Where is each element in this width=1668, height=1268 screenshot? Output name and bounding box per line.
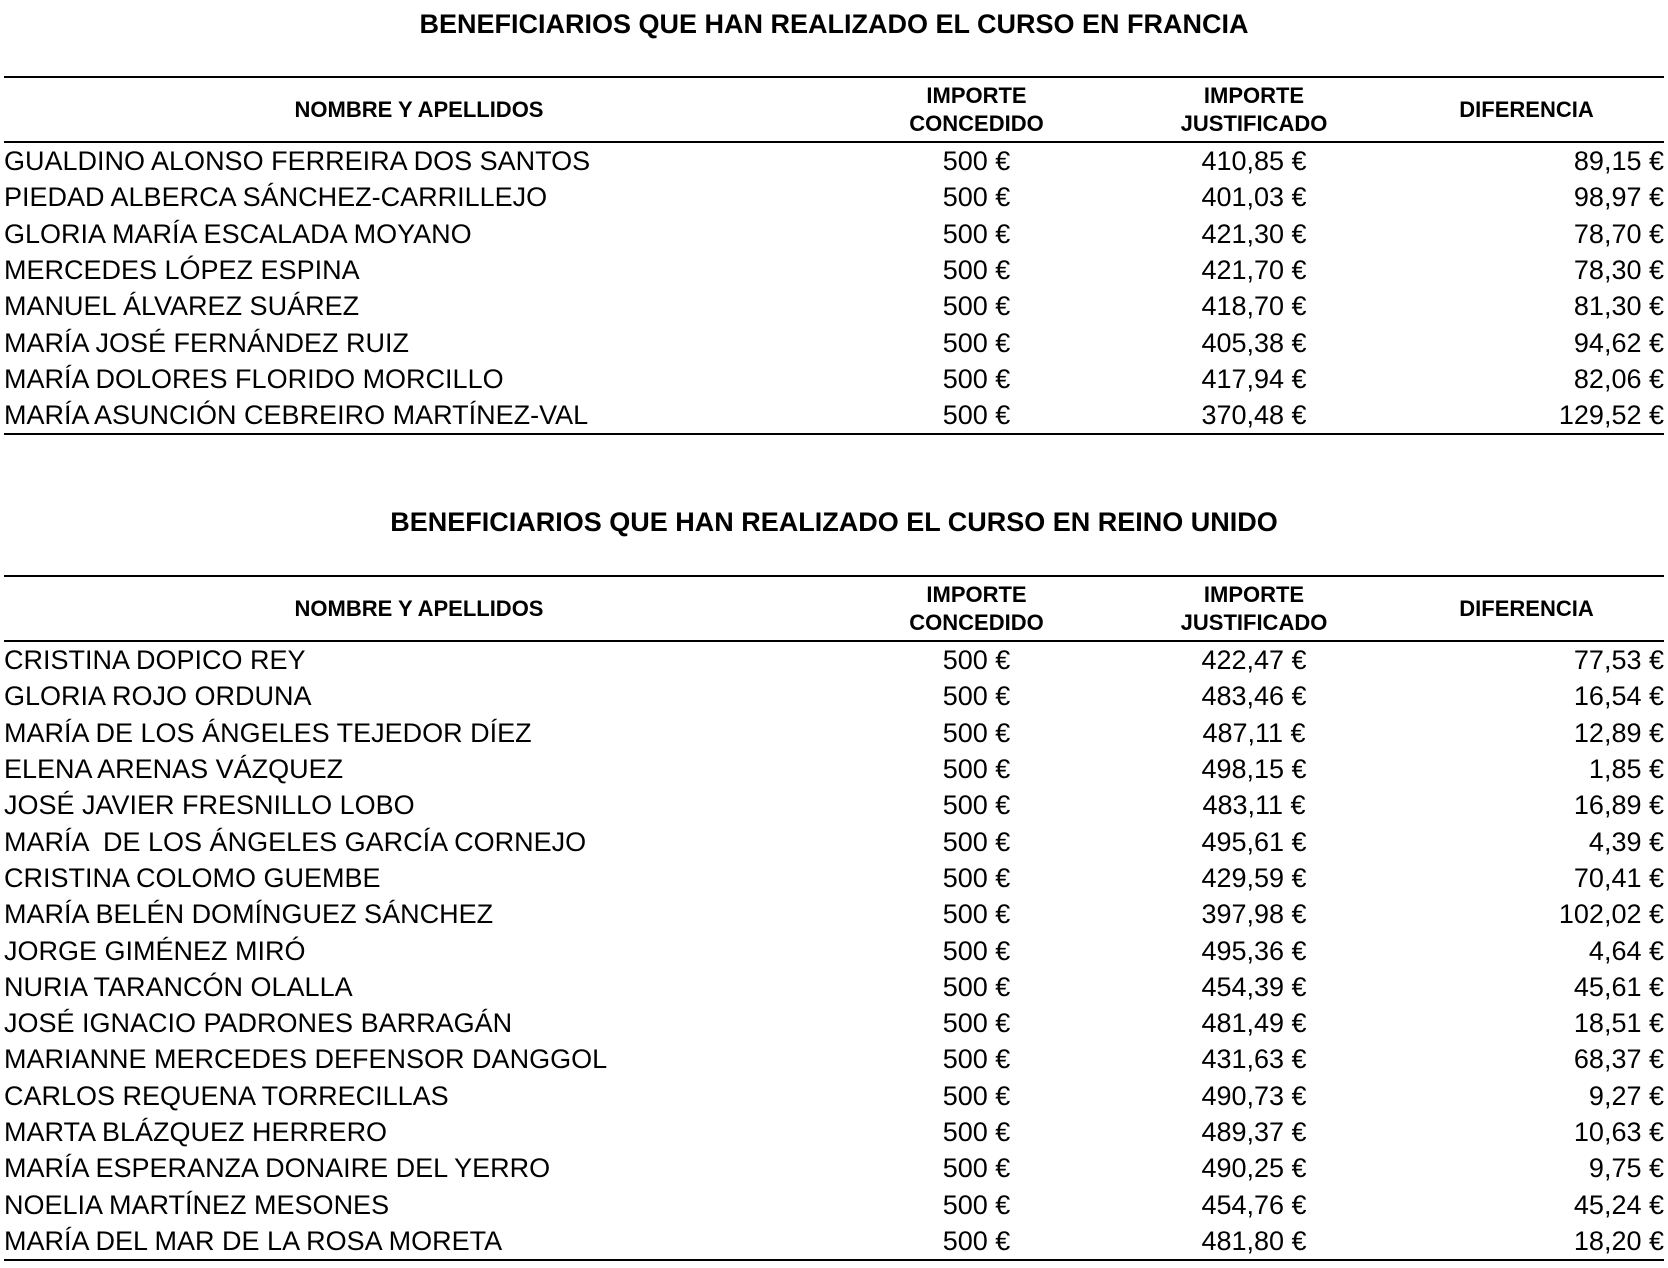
cell-diferencia: 94,62 € (1573, 327, 1664, 358)
cell-importe-concedido: 500 € (942, 255, 1011, 286)
cell-importe-justificado: 483,11 € (1202, 790, 1306, 821)
cell-nombre: MARÍA DOLORES FLORIDO MORCILLO (4, 363, 504, 394)
cell-importe-concedido: 500 € (942, 363, 1011, 394)
cell-diferencia: 9,27 € (1588, 1080, 1664, 1111)
cell-nombre: GLORIA MARÍA ESCALADA MOYANO (4, 218, 472, 249)
cell-diferencia: 45,61 € (1573, 971, 1664, 1002)
cell-nombre: PIEDAD ALBERCA SÁNCHEZ-CARRILLEJO (4, 182, 548, 213)
cell-nombre: NOELIA MARTÍNEZ MESONES (4, 1189, 390, 1220)
cell-diferencia: 78,30 € (1573, 255, 1664, 286)
cell-importe-justificado: 422,47 € (1201, 645, 1307, 676)
header-nombre: NOMBRE Y APELLIDOS (4, 576, 834, 641)
header-diferencia: DIFERENCIA (1389, 576, 1664, 641)
header-concedido-line2: CONCEDIDO (909, 110, 1044, 136)
cell-importe-justificado: 431,63 € (1201, 1044, 1307, 1075)
header-importe-justificado (1119, 576, 1389, 641)
cell-importe-justificado: 397,98 € (1201, 899, 1307, 930)
cell-importe-concedido: 500 € (834, 1223, 1119, 1260)
cell-importe-concedido: 500 € (834, 397, 1119, 434)
cell-diferencia: 78,70 € (1573, 218, 1664, 249)
header-justificado-line1: IMPORTE (1203, 581, 1305, 607)
table-francia (4, 76, 1664, 435)
cell-importe-concedido: 500 € (942, 218, 1011, 249)
cell-nombre: MARÍA JOSÉ FERNÁNDEZ RUIZ (4, 327, 410, 358)
cell-diferencia: 9,75 € (1588, 1153, 1664, 1184)
cell-importe-justificado: 489,37 € (1201, 1117, 1307, 1147)
cell-diferencia: 10,63 € (1573, 1117, 1664, 1147)
cell-importe-justificado: 421,30 € (1201, 218, 1307, 249)
cell-importe-concedido: 500 € (942, 899, 1011, 930)
table-row (4, 142, 1664, 179)
header-justificado-line2: JUSTIFICADO (1180, 110, 1328, 136)
header-diferencia: DIFERENCIA (1389, 77, 1664, 142)
section-title-reino-unido: BENEFICIARIOS QUE HAN REALIZADO EL CURSO EN REINO UNIDO (390, 507, 1278, 537)
cell-importe-concedido: 500 € (942, 645, 1011, 676)
cell-importe-concedido: 500 € (942, 1080, 1011, 1111)
cell-importe-justificado: 481,49 € (1201, 1008, 1307, 1039)
cell-importe-justificado: 483,46 € (1201, 681, 1307, 712)
cell-diferencia: 16,54 € (1573, 681, 1664, 712)
cell-importe-justificado: 410,85 € (1201, 146, 1307, 177)
cell-nombre: JOSÉ JAVIER FRESNILLO LOBO (4, 790, 415, 821)
cell-importe-justificado: 418,70 € (1201, 291, 1307, 322)
table-row (4, 1150, 1664, 1186)
table-row (4, 715, 1664, 751)
cell-nombre: MARÍA ESPERANZA DONAIRE DEL YERRO (4, 1153, 551, 1184)
cell-importe-concedido: 500 € (942, 182, 1011, 213)
header-importe-concedido (834, 77, 1119, 142)
table-row (4, 397, 1664, 434)
table-row (4, 896, 1664, 932)
cell-importe-concedido: 500 € (942, 146, 1011, 177)
table-row (4, 969, 1664, 1005)
cell-importe-concedido: 500 € (942, 935, 1011, 966)
table-row (4, 1114, 1664, 1150)
cell-diferencia: 70,41 € (1573, 862, 1664, 893)
cell-importe-concedido: 500 € (942, 790, 1011, 821)
cell-importe-concedido: 500 € (942, 291, 1011, 322)
table-row (4, 1223, 1664, 1260)
table-row (4, 361, 1664, 397)
header-concedido-line2: CONCEDIDO (909, 609, 1044, 635)
cell-diferencia: 4,39 € (1588, 826, 1664, 857)
cell-diferencia: 102,02 € (1558, 899, 1664, 930)
cell-importe-justificado: 495,61 € (1201, 826, 1307, 857)
cell-diferencia: 98,97 € (1573, 182, 1664, 213)
table-row (4, 678, 1664, 714)
cell-nombre: MARTA BLÁZQUEZ HERRERO (4, 1117, 388, 1147)
cell-importe-justificado: 370,48 € (1119, 397, 1389, 434)
cell-importe-justificado: 481,80 € (1119, 1223, 1389, 1260)
cell-nombre: JORGE GIMÉNEZ MIRÓ (4, 935, 306, 966)
cell-nombre: MARÍA DE LOS ÁNGELES TEJEDOR DÍEZ (4, 717, 532, 748)
cell-nombre: ELENA ARENAS VÁZQUEZ (4, 754, 344, 785)
table-row (4, 641, 1664, 678)
cell-nombre: GLORIA ROJO ORDUNA (4, 681, 312, 712)
table-row (4, 288, 1664, 324)
table-row (4, 252, 1664, 288)
cell-diferencia: 82,06 € (1573, 363, 1664, 394)
cell-importe-justificado: 498,15 € (1201, 754, 1307, 785)
table-row (4, 860, 1664, 896)
cell-importe-concedido: 500 € (942, 1044, 1011, 1075)
cell-importe-concedido: 500 € (942, 1189, 1011, 1220)
cell-importe-justificado: 417,94 € (1201, 363, 1307, 394)
table-row (4, 823, 1664, 859)
table-row (4, 1041, 1664, 1077)
cell-importe-justificado: 454,76 € (1201, 1189, 1307, 1220)
cell-nombre: MANUEL ÁLVAREZ SUÁREZ (4, 291, 360, 322)
table-header-row (4, 77, 1664, 142)
cell-nombre: MERCEDES LÓPEZ ESPINA (4, 255, 360, 286)
cell-importe-concedido: 500 € (942, 1008, 1011, 1039)
table-row (4, 216, 1664, 252)
cell-importe-justificado: 490,73 € (1201, 1080, 1307, 1111)
cell-importe-justificado: 487,11 € (1202, 717, 1306, 748)
cell-diferencia: 89,15 € (1573, 146, 1664, 177)
header-concedido-line1: IMPORTE (926, 581, 1027, 607)
cell-importe-concedido: 500 € (942, 826, 1011, 857)
cell-importe-concedido: 500 € (942, 1153, 1011, 1184)
cell-diferencia: 129,52 € (1389, 397, 1664, 434)
cell-importe-justificado: 454,39 € (1201, 971, 1307, 1002)
cell-nombre: CARLOS REQUENA TORRECILLAS (4, 1080, 449, 1111)
header-importe-justificado (1119, 77, 1389, 142)
cell-nombre: MARÍA DE LOS ÁNGELES GARCÍA CORNEJO (4, 826, 587, 857)
cell-diferencia: 45,24 € (1573, 1189, 1664, 1220)
table-row (4, 1186, 1664, 1222)
table-body-reino-unido (4, 641, 1664, 1260)
cell-diferencia: 16,89 € (1573, 790, 1664, 821)
cell-importe-concedido: 500 € (942, 971, 1011, 1002)
table-row (4, 179, 1664, 215)
header-justificado-line1: IMPORTE (1203, 82, 1305, 108)
cell-importe-justificado: 405,38 € (1201, 327, 1307, 358)
table-row (4, 932, 1664, 968)
cell-diferencia: 1,85 € (1588, 754, 1664, 785)
cell-importe-concedido: 500 € (942, 754, 1011, 785)
table-row (4, 324, 1664, 360)
section-title-francia: BENEFICIARIOS QUE HAN REALIZADO EL CURSO EN FRANCIA (419, 9, 1249, 39)
header-justificado-line2: JUSTIFICADO (1180, 609, 1328, 635)
cell-diferencia: 18,20 € (1389, 1223, 1664, 1260)
cell-importe-justificado: 490,25 € (1201, 1153, 1307, 1184)
cell-diferencia: 81,30 € (1573, 291, 1664, 322)
cell-importe-concedido: 500 € (942, 717, 1011, 748)
cell-nombre: NURIA TARANCÓN OLALLA (4, 971, 353, 1002)
table-row (4, 787, 1664, 823)
header-nombre: NOMBRE Y APELLIDOS (4, 77, 834, 142)
cell-importe-justificado: 421,70 € (1201, 255, 1307, 286)
cell-nombre: MARIANNE MERCEDES DEFENSOR DANGGOL (4, 1044, 608, 1075)
table-reino-unido (4, 575, 1664, 1261)
cell-diferencia: 68,37 € (1573, 1044, 1664, 1075)
cell-importe-justificado: 495,36 € (1201, 935, 1307, 966)
table-header-row (4, 576, 1664, 641)
table-row (4, 751, 1664, 787)
table-row (4, 1005, 1664, 1041)
cell-nombre: CRISTINA DOPICO REY (4, 645, 306, 676)
cell-diferencia: 77,53 € (1573, 645, 1664, 676)
cell-nombre: JOSÉ IGNACIO PADRONES BARRAGÁN (4, 1008, 513, 1039)
cell-importe-concedido: 500 € (942, 1117, 1011, 1147)
table-body-francia (4, 142, 1664, 434)
cell-nombre: CRISTINA COLOMO GUEMBE (4, 862, 381, 893)
cell-nombre: MARÍA BELÉN DOMÍNGUEZ SÁNCHEZ (4, 899, 494, 930)
table-row (4, 1078, 1664, 1114)
cell-importe-concedido: 500 € (942, 862, 1011, 893)
cell-importe-concedido: 500 € (942, 327, 1011, 358)
cell-importe-justificado: 429,59 € (1201, 862, 1307, 893)
cell-diferencia: 4,64 € (1588, 935, 1664, 966)
header-concedido-line1: IMPORTE (926, 82, 1027, 108)
cell-diferencia: 12,89 € (1573, 717, 1664, 748)
cell-diferencia: 18,51 € (1573, 1008, 1664, 1039)
cell-nombre: MARÍA DEL MAR DE LA ROSA MORETA (4, 1223, 834, 1260)
cell-importe-justificado: 401,03 € (1201, 182, 1307, 213)
header-importe-concedido (834, 576, 1119, 641)
cell-nombre: GUALDINO ALONSO FERREIRA DOS SANTOS (4, 146, 591, 177)
cell-nombre: MARÍA ASUNCIÓN CEBREIRO MARTÍNEZ-VAL (4, 397, 834, 434)
cell-importe-concedido: 500 € (942, 681, 1011, 712)
